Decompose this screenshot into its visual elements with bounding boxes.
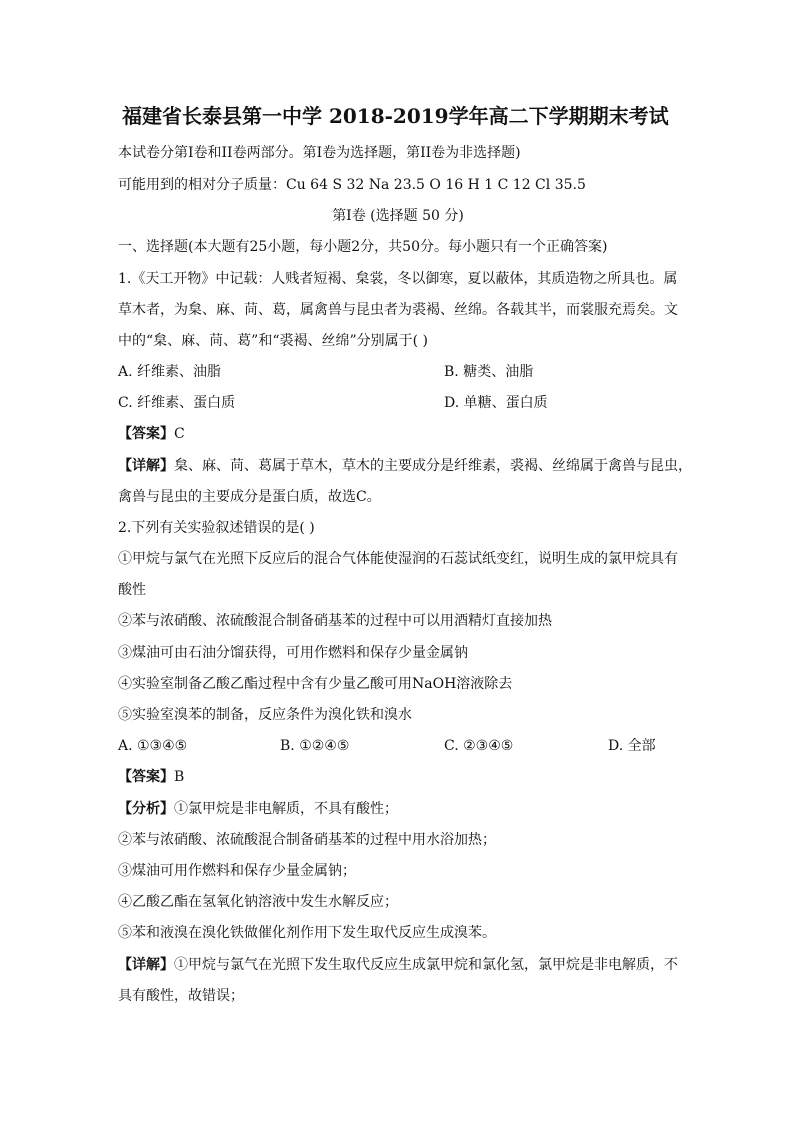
q2-answer — [118, 767, 184, 787]
answer-label: 【答案】 — [118, 426, 174, 442]
detail-text: 枲、麻、苘、葛属于草木，草木的主要成分是纤维素，裘褐、丝绵属于禽兽与昆虫， — [174, 458, 692, 474]
q1-option-a: A. 纤维素、油脂 — [118, 364, 222, 380]
answer-value: B — [174, 769, 185, 785]
q1-option-c: C. 纤维素、蛋白质 — [118, 395, 236, 411]
q2-detail-line: 具有酸性，故错误； — [118, 988, 244, 1004]
q1-detail-line: 禽兽与昆虫的主要成分是蛋白质，故选C。 — [118, 489, 381, 505]
q1-detail-line — [118, 456, 692, 476]
q1-stem-line: 1.《天工开物》中记载：人贱者短褐、枲裳，冬以御寒，夏以蔽体，其质造物之所具也。属 — [118, 271, 678, 287]
exam-title: 福建省长泰县第一中学 2018-2019学年高二下学期期末考试 — [122, 104, 669, 128]
q2-item: ①甲烷与氯气在光照下反应后的混合气体能使湿润的石蕊试纸变红，说明生成的氯甲烷具有 — [118, 551, 678, 567]
q2-detail-line — [118, 955, 678, 975]
intro-line-1: 本试卷分第I卷和II卷两部分。第I卷为选择题，第II卷为非选择题) — [118, 145, 521, 161]
section-title: 第I卷 (选择题 50 分) — [332, 208, 464, 224]
q2-analysis-line: ②苯与浓硝酸、浓硫酸混合制备硝基苯的过程中用水浴加热； — [118, 832, 496, 848]
q2-item: 酸性 — [118, 582, 146, 598]
answer-label: 【答案】 — [118, 769, 174, 785]
answer-value: C — [174, 426, 185, 442]
q2-analysis-line — [118, 799, 398, 819]
q2-analysis-line: ⑤苯和液溴在溴化铁做催化剂作用下发生取代反应生成溴苯。 — [118, 925, 496, 941]
q2-stem: 2.下列有关实验叙述错误的是( ) — [118, 520, 315, 536]
detail-text: ①甲烷与氯气在光照下发生取代反应生成氯甲烷和氯化氢，氯甲烷是非电解质，不 — [174, 957, 678, 973]
q2-analysis-line: ③煤油可用作燃料和保存少量金属钠； — [118, 863, 356, 879]
q2-option-d: D. 全部 — [608, 738, 656, 754]
q2-option-a: A. ①③④⑤ — [118, 738, 188, 754]
q1-answer — [118, 424, 185, 444]
q2-item: ③煤油可由石油分馏获得，可用作燃料和保存少量金属钠 — [118, 645, 468, 661]
q1-option-b: B. 糖类、油脂 — [444, 364, 534, 380]
analysis-text: ①氯甲烷是非电解质，不具有酸性； — [174, 801, 398, 817]
q1-stem-line: 中的“枲、麻、苘、葛”和“裘褐、丝绵”分别属于( ) — [118, 333, 429, 349]
q1-stem-line: 草木者，为枲、麻、苘、葛，属禽兽与昆虫者为裘褐、丝绵。各载其半，而裳服充焉矣。文 — [118, 302, 678, 318]
q2-option-b: B. ①②④⑤ — [280, 738, 350, 754]
q2-option-c: C. ②③④⑤ — [444, 738, 514, 754]
q2-item: ②苯与浓硝酸、浓硫酸混合制备硝基苯的过程中可以用酒精灯直接加热 — [118, 613, 552, 629]
analysis-label: 【分析】 — [118, 801, 174, 817]
q2-item: ④实验室制备乙酸乙酯过程中含有少量乙酸可用NaOH溶液除去 — [118, 676, 513, 692]
section-desc: 一、选择题(本大题有25小题，每小题2分，共50分。每小题只有一个正确答案) — [118, 239, 608, 255]
detail-label: 【详解】 — [118, 957, 174, 973]
intro-line-2: 可能用到的相对分子质量：Cu 64 S 32 Na 23.5 O 16 H 1 C 12 Cl 35.5 — [118, 177, 586, 193]
q1-option-d: D. 单糖、蛋白质 — [444, 395, 548, 411]
q2-analysis-line: ④乙酸乙酯在氢氧化钠溶液中发生水解反应； — [118, 894, 398, 910]
detail-label: 【详解】 — [118, 458, 174, 474]
q2-item: ⑤实验室溴苯的制备，反应条件为溴化铁和溴水 — [118, 707, 412, 723]
